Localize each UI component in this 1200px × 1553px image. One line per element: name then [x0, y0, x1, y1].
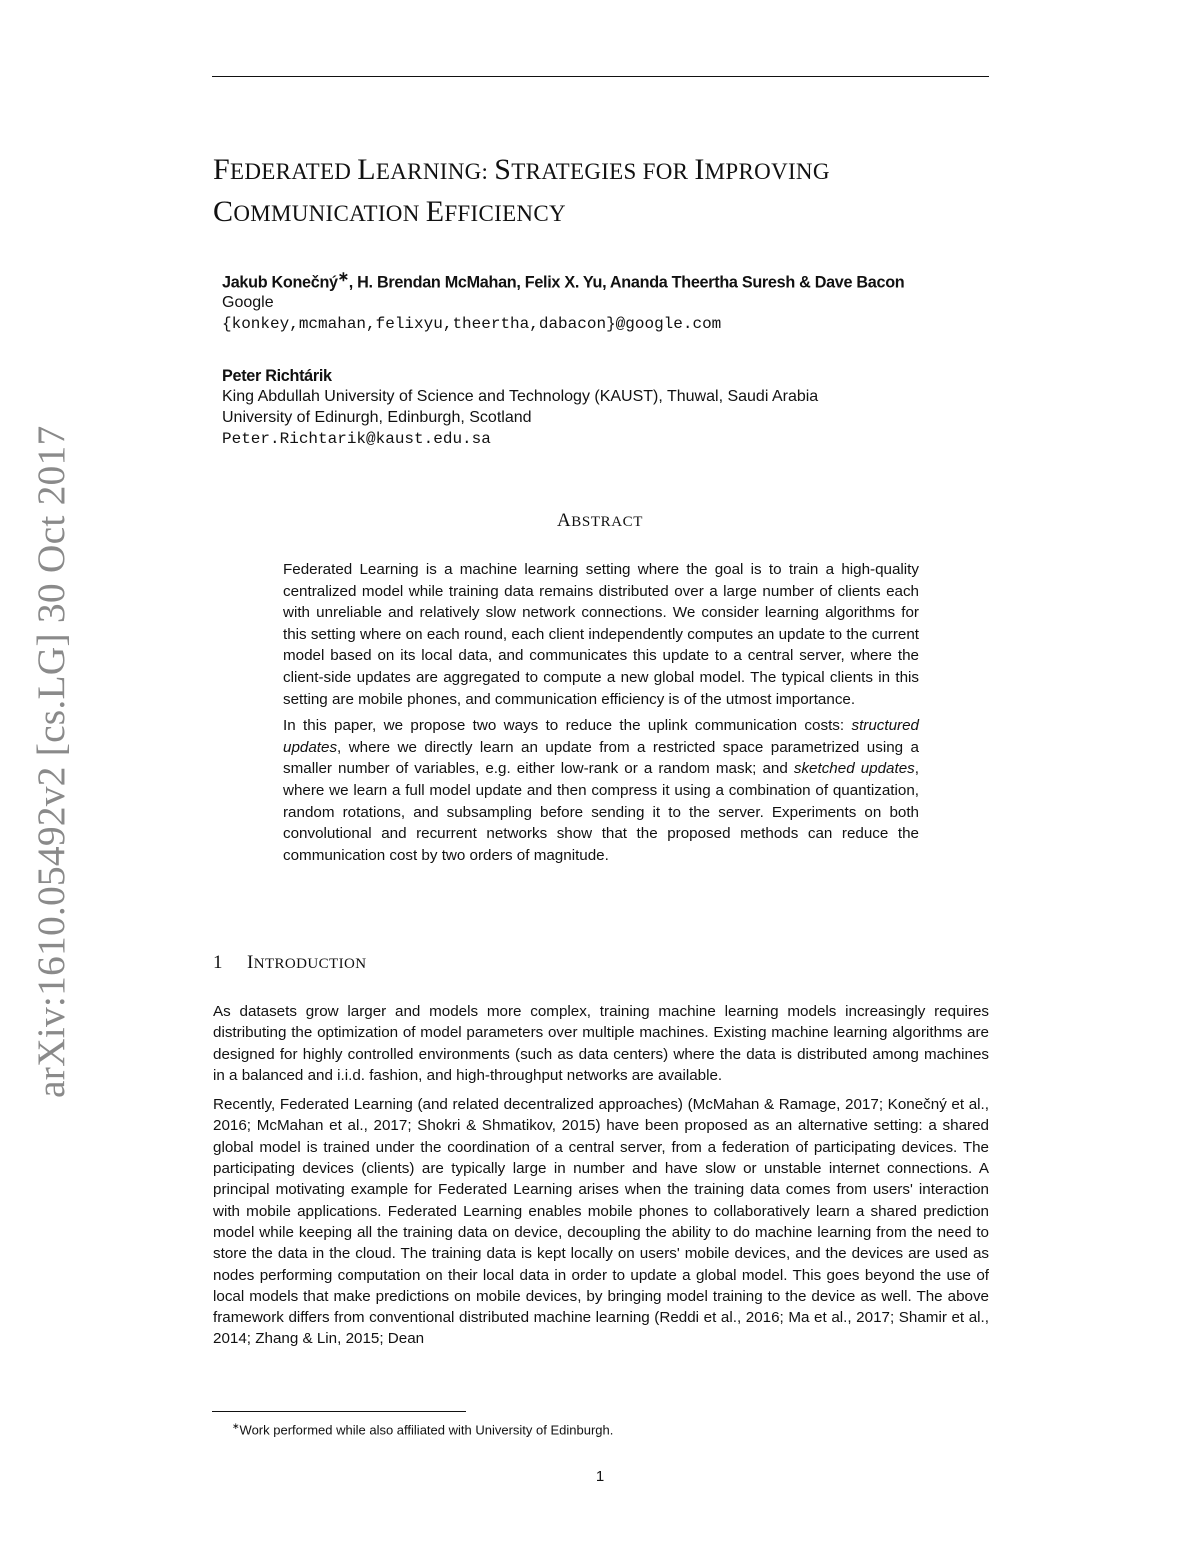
paper-title — [213, 150, 1003, 234]
footnote-rule — [212, 1411, 466, 1412]
author-names: Jakub Konečný∗, H. Brendan McMahan, Felix X. Yu, Ananda Theertha Suresh & Dave Bacon — [222, 269, 905, 292]
abstract-heading: ABSTRACT — [556, 510, 644, 531]
author-group-google — [222, 267, 1022, 335]
page-number: 1 — [595, 1468, 605, 1485]
author-email[interactable]: {konkey,mcmahan,felixyu,theertha,dabacon}@google.com — [222, 315, 722, 334]
author-group-kaust — [222, 366, 1022, 450]
footnote: ∗Work performed while also affiliated with University of Edinburgh. — [232, 1421, 614, 1438]
intro-paragraph-1: As datasets grow larger and models more complex, training machine learning models increasingly requires distributing the optimization of model parameters over multiple machines. Existing machine learning algorithms are designed for highly controlled environments (such as data centers) where the data is distributed among machines in a balanced and i.i.d. fashion, and high-throughput networks are available. — [213, 1003, 989, 1084]
section-heading-introduction: 1 INTRODUCTION — [213, 952, 367, 973]
author-affiliation-1: King Abdullah University of Science and Technology (KAUST), Thuwal, Saudi Arabia — [222, 388, 819, 405]
abstract-body — [283, 559, 919, 871]
abstract-paragraph-2: In this paper, we propose two ways to reduce the uplink communication costs: structured updates, where we directly learn an update from a restricted space parametrized using a smaller number of variables, e.g. either low-rank or a random mask; and sketched updates, where we learn a full model update and then compress it using a combination of quantization, random rotations, and subsampling before sending it to the server. Experiments on both convolutional and recurrent networks show that the proposed methods can reduce the communication cost by two orders of magnitude. — [283, 717, 919, 864]
header-rule — [212, 76, 989, 77]
introduction-body — [213, 1001, 989, 1358]
abstract-paragraph-1: Federated Learning is a machine learning setting where the goal is to train a high-quality centralized model while training data remains distributed over a large number of clients each with unreliable and relatively slow network connections. We consider learning algorithms for this setting where on each round, each client independently computes an update to the current model based on its local data, and communicates this update to a central server, where the client-side updates are aggregated to compute a new global model. The typical clients in this setting are mobile phones, and communication efficiency is of the utmost importance. — [283, 561, 919, 708]
footnote-marker[interactable]: ∗ — [337, 269, 349, 284]
title-line-2: COMMUNICATION EFFICIENCY — [213, 195, 566, 228]
author-email[interactable]: Peter.Richtarik@kaust.edu.sa — [222, 430, 491, 448]
title-line-1: FEDERATED LEARNING: STRATEGIES FOR IMPROVING — [213, 153, 830, 186]
author-affiliation: Google — [222, 294, 274, 312]
arxiv-identifier: arXiv:1610.05492v2 [cs.LG] 30 Oct 2017 — [29, 425, 73, 1098]
author-name: Peter Richtárik — [222, 367, 332, 385]
author-affiliation-2: University of Edinurgh, Edinburgh, Scotland — [222, 409, 532, 426]
intro-paragraph-2: Recently, Federated Learning (and related decentralized approaches) (McMahan & Ramage, 2017; Konečný et al., 2016; McMahan et al., 2017; Shokri & Shmatikov, 2015) have been proposed as an alternative setting: a shared global model is trained under the coordination of a central server, from a federation of participating devices. The participating devices (clients) are typically large in number and have slow or unstable internet connections. A principal motivating example for Federated Learning arises when the training data comes from users' interaction with mobile applications. Federated Learning enables mobile phones to collaboratively learn a shared prediction model while keeping all the training data on device, decoupling the ability to do machine learning from the need to store the data in the cloud. The training data is kept locally on users' mobile devices, and the devices are used as nodes performing computation on their local data in order to update a global model. This goes beyond the use of local models that make predictions on mobile devices, by bringing model training to the device as well. The above framework differs from conventional distributed machine learning (Reddi et al., 2016; Ma et al., 2017; Shamir et al., 2014; Zhang & Lin, 2015; Dean — [213, 1096, 989, 1348]
